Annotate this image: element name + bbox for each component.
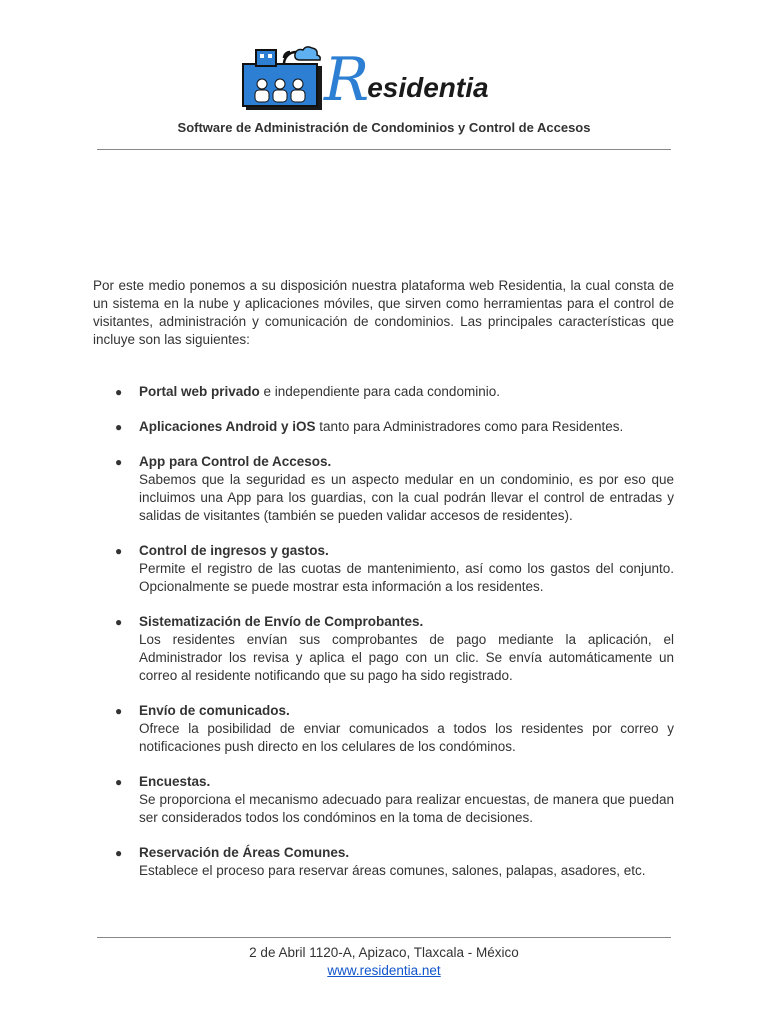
- feature-title: Reservación de Áreas Comunes.: [139, 845, 350, 860]
- brand-rest: esidentia: [367, 72, 489, 103]
- feature-inline-text: e independiente para cada condominio.: [259, 384, 500, 399]
- feature-item: [93, 773, 674, 827]
- feature-item: [93, 542, 674, 596]
- bullet-icon: ●: [115, 615, 123, 629]
- footer-url-wrap: [0, 962, 768, 980]
- feature-title: Aplicaciones Android y iOS: [139, 419, 316, 434]
- feature-inline-text: tanto para Administradores como para Residentes.: [315, 419, 624, 434]
- bullet-icon: ●: [115, 846, 123, 860]
- bullet-icon: ●: [115, 420, 123, 434]
- feature-title: Envío de comunicados.: [139, 703, 290, 718]
- feature-item: [93, 702, 674, 756]
- feature-description: Ofrece la posibilidad de enviar comunicados a todos los residentes por correo y notificaciones push directo en los celulares de los condóminos.: [139, 721, 674, 754]
- feature-item: [93, 613, 674, 685]
- bullet-icon: ●: [115, 385, 123, 399]
- brand-name: [324, 44, 489, 115]
- brand-initial: R: [324, 45, 370, 115]
- residentia-logo: [242, 44, 502, 115]
- bullet-icon: ●: [115, 775, 123, 789]
- bullet-icon: ●: [115, 455, 123, 469]
- feature-description: Sabemos que la seguridad es un aspecto medular en un condominio, es por eso que incluimos una App para los guardias, con la cual podrán llevar el control de entradas y salidas de visitantes (también se pueden validar accesos de residentes).: [139, 472, 674, 523]
- feature-title: Portal web privado: [139, 384, 260, 399]
- bullet-icon: ●: [115, 704, 123, 718]
- page-subtitle: Software de Administración de Condominios y Control de Accesos: [177, 120, 591, 135]
- feature-description: Establece el proceso para reservar áreas comunes, salones, palapas, asadores, etc.: [139, 863, 646, 878]
- feature-item: [93, 418, 674, 436]
- footer-divider: [97, 937, 671, 938]
- footer-address: 2 de Abril 1120-A, Apizaco, Tlaxcala - México: [249, 945, 519, 960]
- feature-title: App para Control de Accesos.: [139, 454, 332, 469]
- features-list: [93, 383, 674, 897]
- feature-title: Control de ingresos y gastos.: [139, 543, 329, 558]
- feature-description: Permite el registro de las cuotas de mantenimiento, así como los gastos del conjunto. Opcionalmente se puede mostrar esta información a los residentes.: [139, 561, 674, 594]
- feature-title: Sistematización de Envío de Comprobantes.: [139, 614, 424, 629]
- feature-item: [93, 453, 674, 525]
- intro-paragraph: Por este medio ponemos a su disposición nuestra plataforma web Residentia, la cual consta de un sistema en la nube y aplicaciones móviles, que sirven como herramientas para el control de visitantes, administración y comunicación de condominios. Las principales características que incluye son las siguientes:: [93, 278, 674, 347]
- feature-title: Encuestas.: [139, 774, 211, 789]
- feature-item: [93, 383, 674, 401]
- bullet-icon: ●: [115, 544, 123, 558]
- feature-item: [93, 844, 674, 880]
- feature-description: Los residentes envían sus comprobantes de pago mediante la aplicación, el Administrador los revisa y aplica el pago con un clic. Se envía automáticamente un correo al residente notificando que su pago ha sido registrado.: [139, 632, 674, 683]
- building-residents-wifi-cloud-icon: [242, 44, 324, 110]
- feature-description: Se proporciona el mecanismo adecuado para realizar encuestas, de manera que puedan ser considerados todos los condóminos en la toma de decisiones.: [139, 792, 674, 825]
- website-link[interactable]: www.residentia.net: [327, 963, 441, 978]
- header-divider: [97, 149, 671, 150]
